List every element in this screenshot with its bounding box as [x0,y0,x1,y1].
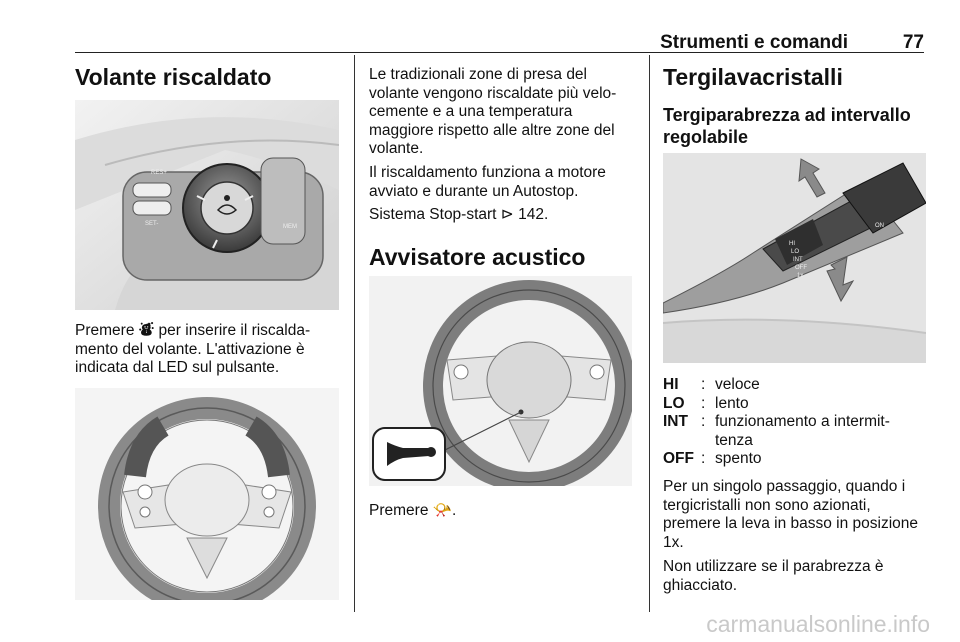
fig-label-1x: 1x [797,273,804,279]
wiper-legend [663,376,933,469]
legend-row-lo [663,395,933,414]
paragraph-press-horn: Premere 📯. [369,502,457,519]
column-divider-1 [354,55,355,612]
legend-definition: lento [715,394,749,412]
legend-separator: : [701,413,706,430]
heading-wipers: Tergilavacristalli [663,64,843,90]
legend-row-hi [663,376,933,395]
paragraph-grip-zones: Le tradizionali zone di presa del volante vengono riscaldate più velo- cemente e a una temperatura maggiore rispetto alle altre zone del volante. [369,66,617,157]
mem-label: MEM [283,224,297,230]
res-label: RES+ [151,170,167,176]
subheading-windscreen-wiper: Tergiparabrezza ad intervallo regolabile [663,105,911,147]
heading-heated-steering-wheel: Volante riscaldato [75,64,272,90]
set-label: SET- [145,221,159,227]
figure-horn [369,276,632,486]
legend-definition: funzionamento a intermit- tenza [715,413,890,449]
paragraph-icy-windscreen: Non utilizzare se il parabrezza è ghiacciato. [663,558,884,594]
legend-row-int [663,413,933,450]
watermark: carmanualsonline.info [706,611,930,637]
fig-label-off: OFF [795,265,807,271]
legend-separator: : [701,376,706,393]
paragraph-stop-start-reference: Sistema Stop-start ⊳ 142. [369,206,549,223]
fig-label-hi: HI [789,241,795,247]
running-header-title: Strumenti e comandi [660,32,848,53]
column-divider-2 [649,55,650,612]
figure-heated-wheel-buttons [75,100,339,310]
paragraph-engine-running: Il riscaldamento funziona a motore avviato e durante un Autostop. [369,164,606,200]
legend-definition: spento [715,450,762,467]
heading-horn: Avvisatore acustico [369,244,586,270]
legend-definition: veloce [715,376,760,393]
legend-term: LO [663,394,685,412]
paragraph-single-wipe: Per un singolo passaggio, quando i tergicristalli non sono azionati, premere la leva in basso in posizione 1x. [663,478,919,551]
fig-label-lo: LO [791,249,800,255]
paragraph-heated-wheel-press: Premere ⛇ per inserire il riscalda- mento del volante. L'attivazione è indicata dal LED sul pulsante. [75,322,311,376]
fig-label-on: ON [875,223,884,229]
fig-label-int: INT [793,257,803,263]
legend-separator: : [701,450,706,467]
page-number: 77 [902,32,924,53]
figure-wiper-lever [663,153,926,363]
header-rule [75,52,924,53]
legend-row-off [663,450,933,469]
legend-separator: : [701,394,706,412]
legend-term: INT [663,413,688,430]
figure-steering-wheel-heated-zones [75,388,339,600]
legend-term: HI [663,376,679,393]
legend-term: OFF [663,450,694,467]
